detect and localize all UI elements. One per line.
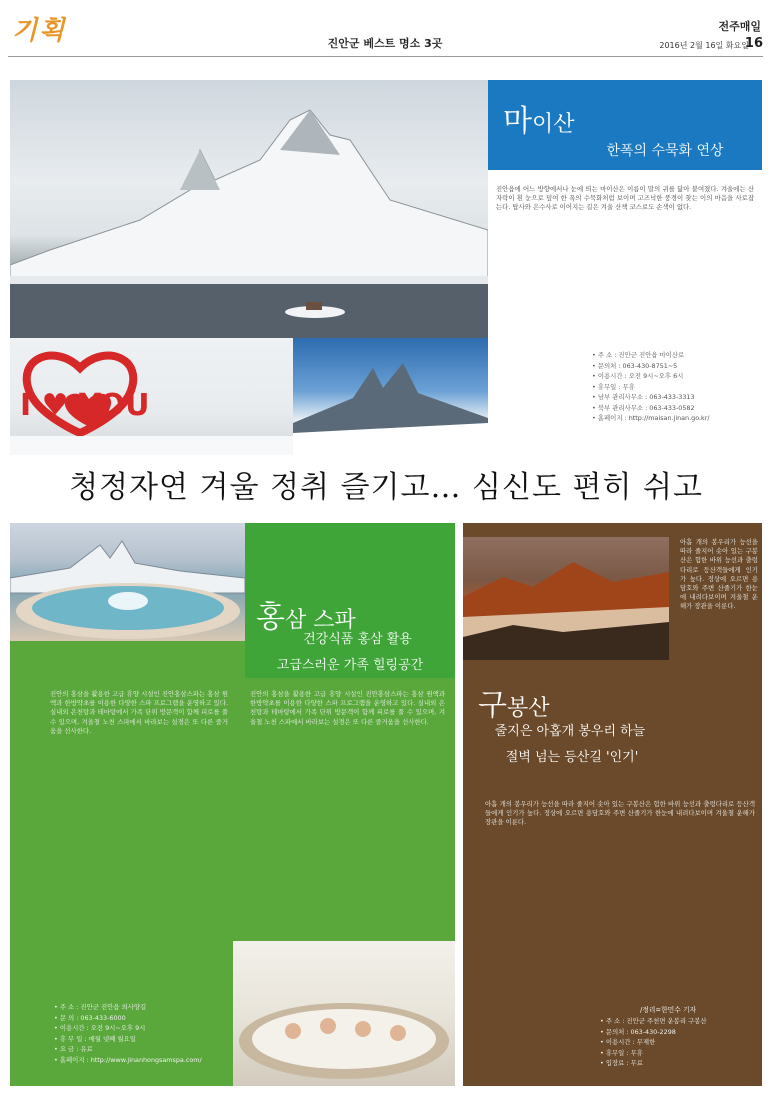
maisan-info-item: • 휴무일 : 무휴: [592, 382, 760, 393]
hongsam-info-item: • 이용시간 : 오전 9시~오후 9시: [54, 1023, 229, 1034]
gubong-title: [478, 680, 550, 724]
maisan-title: [503, 96, 575, 140]
hongsam-subtitle-2: 고급스러운 가족 힐링공간: [276, 658, 424, 673]
maisan-snow-photo: [10, 80, 488, 338]
hongsam-info-item: • 문 의 : 063-433-6000: [54, 1013, 229, 1024]
hongsam-info-item: • 주 소 : 진안군 진안읍 외사양길: [54, 1002, 229, 1013]
maisan-body: 진안읍에 어느 방향에서나 눈에 띄는 마이산은 이름이 말의 귀를 닮아 붙여졌다. 겨울에는 산자락이 흰 눈으로 덮여 한 폭의 수묵화처럼 보이며 고즈넉한 풍경이 찾는 이의 마음을 사로잡는다. 탑사와 은수사로 이어지는 길은 겨울 산책 코스로도 손색이 없다.: [496, 185, 754, 212]
hongsam-body-right: 진안의 홍삼을 활용한 고급 휴양 시설인 진안홍삼스파는 홍삼 원액과 한방약초를 이용한 다양한 스파 프로그램을 운영하고 있다. 실내외 온천탕과 테마탕에서 가족 단위 방문객이 함께 피로를 풀 수 있으며, 겨울철 노천 스파에서 바라보는 설경은 또 다른 즐거움을 선사한다.: [250, 690, 445, 726]
gubong-info: [600, 1016, 760, 1069]
gubong-info-item: • 주 소 : 진안군 주천면 운봉리 구봉산: [600, 1016, 760, 1027]
hongsam-spa-photo: [10, 523, 245, 641]
hongsam-subtitle-1: 건강식품 홍삼 활용: [303, 632, 412, 647]
gubong-body-main: 아홉 개의 봉우리가 능선을 따라 줄지어 솟아 있는 구봉산은 험한 바위 능선과 출렁다리로 등산객들에게 인기가 높다. 정상에 오르면 용담호와 주변 산줄기가 한눈에 내려다보이며 겨울철 운해가 장관을 이룬다.: [485, 800, 755, 827]
gubong-title-rest: 봉산: [506, 696, 550, 721]
maisan-title-rest: 이산: [531, 112, 575, 137]
gubong-ridge-photo: [463, 537, 669, 660]
hongsam-info-item: • 홈페이지 : http://www.jinanhongsamspa.com/: [54, 1055, 229, 1066]
maisan-subtitle: 한폭의 수묵화 연상: [606, 143, 724, 159]
gubong-subtitle-2: 절벽 넘는 등산길 '인기': [505, 750, 639, 765]
section-logo: 기획: [12, 16, 67, 46]
publication-date: 2016년 2월 16일 화요일: [659, 41, 749, 50]
ridge-scene: [463, 537, 669, 660]
hongsam-title-rest: 삼 스파: [284, 608, 356, 633]
maisan-info-item: • 남부 관리사무소 : 063-433-3313: [592, 392, 760, 403]
maisan-peaks-photo: [293, 338, 488, 455]
maisan-info-item: • 북부 관리사무소 : 063-433-0582: [592, 403, 760, 414]
gubong-credit: /정리=한민수 기자: [640, 1006, 697, 1014]
i-love-you-sign-photo: [10, 338, 293, 455]
maisan-info-item: • 홈페이지 : http://maisan.jinan.go.kr/: [592, 413, 760, 424]
gubong-info-item: • 문의처 : 063-430-2298: [600, 1027, 760, 1038]
main-headline: 청정자연 겨울 정취 즐기고… 심신도 편히 쉬고: [69, 470, 703, 505]
gubong-subtitle-1: 줄지은 아홉개 봉우리 하늘: [494, 724, 646, 739]
hongsam-bathers-photo: [233, 941, 455, 1086]
gubong-info-item: • 입장료 : 무료: [600, 1058, 760, 1069]
hongsam-info-item: • 휴 무 일 : 매월 넷째 월요일: [54, 1034, 229, 1045]
bathers-scene: [233, 941, 455, 1086]
newspaper-name: 전주매일: [718, 20, 761, 33]
hongsam-info-item: • 요 금 : 유료: [54, 1044, 229, 1055]
heart-sign-text: I ♥ YOU: [20, 388, 150, 423]
maisan-scene: [10, 80, 488, 338]
gubong-title-initial: 구: [478, 688, 507, 723]
page-number: 16: [744, 36, 763, 51]
maisan-info: [592, 350, 760, 424]
hongsam-body-left: 진안의 홍삼을 활용한 고급 휴양 시설인 진안홍삼스파는 홍삼 원액과 한방약초를 이용한 다양한 스파 프로그램을 운영하고 있다. 실내외 온천탕과 테마탕에서 가족 단위 방문객이 함께 피로를 풀 수 있으며, 겨울철 노천 스파에서 바라보는 설경은 또 다른 즐거움을 선사한다.: [50, 690, 228, 735]
spa-scene: [10, 523, 245, 641]
gubong-info-item: • 휴무일 : 무휴: [600, 1048, 760, 1059]
peaks-scene: [293, 338, 488, 455]
header-rule: [8, 56, 763, 57]
gubong-body-side: 아홉 개의 봉우리가 능선을 따라 줄지어 솟아 있는 구봉산은 험한 바위 능선과 출렁다리로 등산객들에게 인기가 높다. 정상에 오르면 용담호와 주변 산줄기가 한눈에 내려다보이며 겨울철 운해가 장관을 이룬다.: [680, 538, 758, 611]
hongsam-title-initial: 홍: [256, 600, 285, 635]
gubong-info-item: • 이용시간 : 무제한: [600, 1037, 760, 1048]
maisan-info-item: • 주 소 : 진안군 진안읍 마이산로: [592, 350, 760, 361]
section-title: 진안군 베스트 명소 3곳: [327, 37, 443, 50]
maisan-info-item: • 문의처 : 063-430-8751~5: [592, 361, 760, 372]
hongsam-info: [54, 1002, 229, 1065]
maisan-title-initial: 마: [503, 104, 532, 139]
maisan-info-item: • 이용시간 : 오전 9시~오후 6시: [592, 371, 760, 382]
